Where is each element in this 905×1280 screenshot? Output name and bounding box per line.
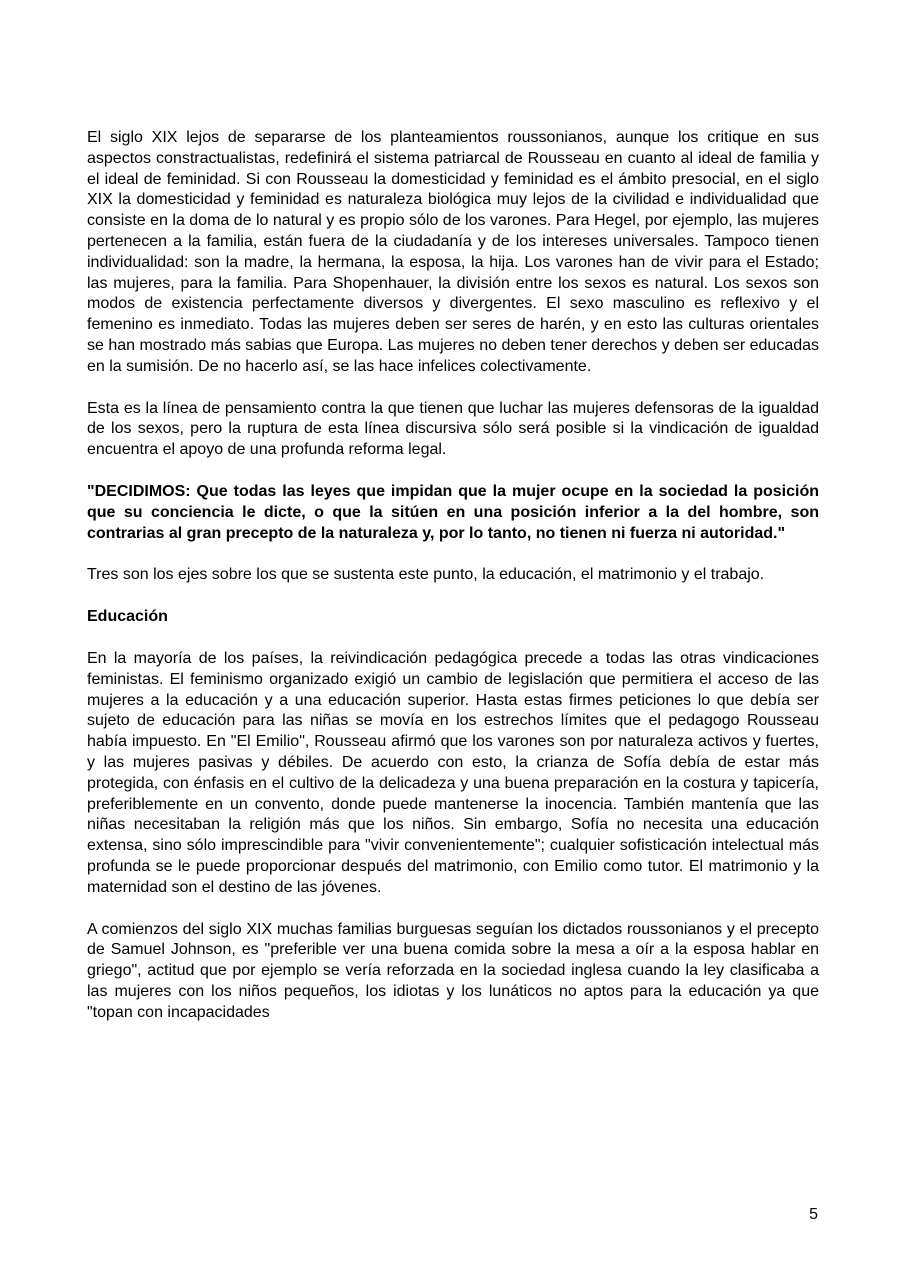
page-number: 5 (809, 1206, 818, 1223)
document-body (87, 128, 819, 1023)
paragraph-education: En la mayoría de los países, la reivindicación pedagógica precede a todas las otras vindicaciones feministas. El feminismo organizado exigió un cambio de legislación que permitiera el acceso de las mujeres a la educación y a una educación superior. Hasta estas firmes peticiones lo que debía ser sujeto de educación para las niñas se movía en los estrechos límites que el pedagogo Rousseau había impuesto. En "El Emilio", Rousseau afirmó que los varones son por naturaleza activos y fuertes, y las mujeres pasivas y débiles. De acuerdo con esto, la crianza de Sofía debía de estar más protegida, con énfasis en el cultivo de la delicadeza y una buena preparación en la costura y tapicería, preferiblemente en un convento, donde puede mantenerse la inocencia. También mantenía que las niñas necesitaban la religión más que los niños. Sin embargo, Sofía no necesita una educación extensa, sino sólo imprescindible para "vivir convenientemente"; cualquier sofisticación intelectual más profunda se le puede proporcionar después del matrimonio, con Emilio como tutor. El matrimonio y la maternidad son el destino de las jóvenes. (87, 649, 819, 896)
paragraph-three-axes: Tres son los ejes sobre los que se sustenta este punto, la educación, el matrimonio y el trabajo. (87, 566, 765, 584)
paragraph-early-nineteenth-century: A comienzos del siglo XIX muchas familias burguesas seguían los dictados roussonianos y el precepto de Samuel Johnson, es "preferible ver una buena comida sobre la mesa a oír a la esposa hablar en griego", actitud que por ejemplo se vería reforzada en la sociedad inglesa cuando la ley clasificaba a las mujeres con los niños pequeños, los idiotas y los lunáticos no aptos para la educación ya que "topan con incapacidades (87, 920, 819, 1021)
paragraph-nineteenth-century: El siglo XIX lejos de separarse de los planteamientos roussonianos, aunque los critique en sus aspectos constractualistas, redefinirá el sistema patriarcal de Rousseau en cuanto al ideal de familia y el ideal de feminidad. Si con Rousseau la domesticidad y feminidad es el ámbito presocial, en el siglo XIX la domesticidad y feminidad es naturaleza biológica muy lejos de la civilidad e individualidad que consiste en la doma de lo natural y es propio sólo de los varones. Para Hegel, por ejemplo, las mujeres pertenecen a la familia, están fuera de la ciudadanía y de los intereses universales. Tampoco tienen individualidad: son la madre, la hermana, la esposa, la hija. Los varones han de vivir para el Estado; las mujeres, para la familia. Para Shopenhauer, la división entre los sexos es natural. Los sexos son modos de existencia perfectamente diversos y divergentes. El sexo masculino es reflexivo y el femenino es inmediato. Todas las mujeres deben ser seres de harén, y en esto las culturas orientales se han mostrado más sabias que Europa. Las mujeres no deben tener derechos y deben ser educadas en la sumisión. De no hacerlo así, se las hace infelices colectivamente. (87, 129, 820, 375)
paragraph-line-of-thought: Esta es la línea de pensamiento contra la que tienen que luchar las mujeres defensoras de la igualdad de los sexos, pero la ruptura de esta línea discursiva sólo será posible si la vindicación de igualdad encuentra el apoyo de una profunda reforma legal. (87, 399, 819, 459)
quote-decidimos: "DECIDIMOS: Que todas las leyes que impidan que la mujer ocupe en la sociedad la posición que su conciencia le dicte, o que la sitúen en una posición inferior a la del hombre, son contrarias al gran precepto de la naturaleza y, por lo tanto, no tienen ni fuerza ni autoridad." (87, 482, 819, 542)
section-heading-education: Educación (87, 608, 168, 626)
